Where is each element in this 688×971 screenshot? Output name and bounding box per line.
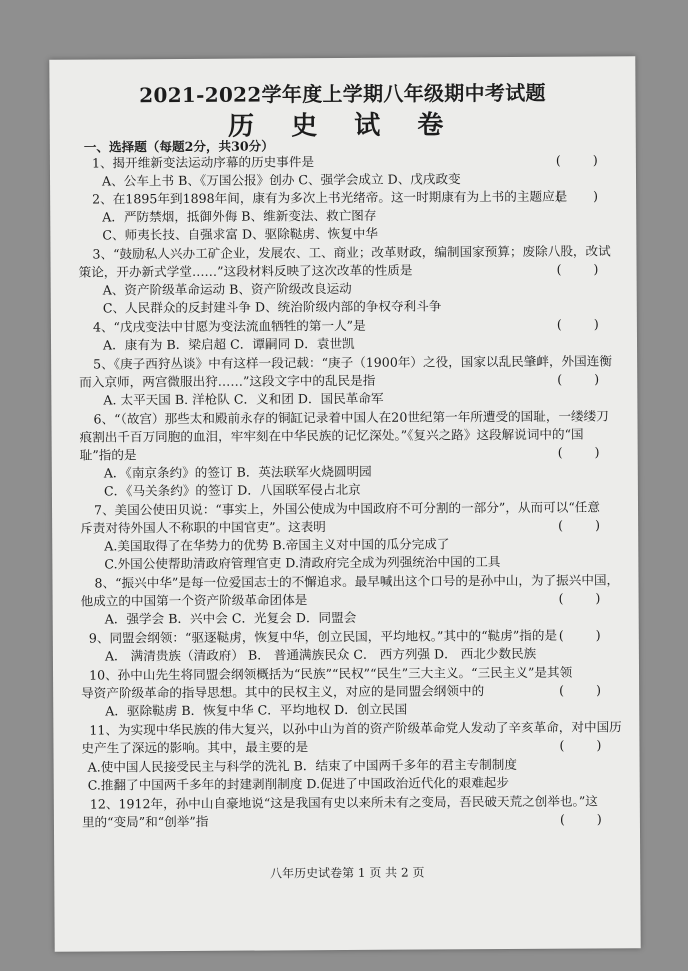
exam-subtitle: 历 史 试 卷 [228,110,458,142]
q2-options-ab: A．严防禁烟，抵御外侮 B、维新变法、救亡图存 [102,207,377,225]
question-4: 4、“戊戌变法中甘愿为变法流血牺牲的第一人”是 [92,317,366,335]
answer-paren-q7: ( ) [558,517,601,533]
question-12-cont: 里的“变局”和“创举”指 [81,813,209,830]
q6-options-cd: C．《马关条约》的签订 D．八国联军侵占北京 [103,481,361,499]
page-footer: 八年历史试卷第 1 页 共 2 页 [270,865,425,881]
answer-paren-q1: ( ) [555,152,598,168]
exam-paper [49,56,640,952]
question-5: 5、《庚子西狩丛谈》中有这样一段记载：“庚子（1900年）之役，国家以乱民肇衅，外国连衡 [93,353,612,372]
q6-options-ab: A．《南京条约》的签订 B．英法联军火烧圆明园 [103,463,372,481]
question-6-cont: 痕割出千百万同胞的血泪，牢牢刻在中华民族的记忆深处。”《复兴之路》这段解说词中的“国 [79,426,584,445]
q8-options: A．强学会 B．兴中会 C．光复会 D．同盟会 [104,609,357,627]
q11-options-ab: A.使中国人民接受民主与科学的洗礼 B．结束了中国两千多年的君主专制制度 [87,756,517,775]
answer-paren-q9: ( ) [558,627,601,643]
q11-options-cd: C.推翻了中国两千多年的封建剥削制度 D.促进了中国政治近代化的艰难起步 [87,775,510,793]
q1-options: A、公车上书 B、《万国公报》创办 C、强学会成立 D、戊戌政变 [101,171,461,189]
q3-options-cd: C、人民群众的反封建斗争 D、统治阶级内部的争权夺利斗争 [102,298,442,316]
answer-paren-q2: ( ) [556,188,599,204]
question-5-cont: 而入京师，两宫微服出狩……”这段文字中的乱民是指 [79,372,376,390]
answer-paren-q11: ( ) [559,737,602,753]
question-7: 7、美国公使田贝说：“事实上，外国公使成为中国政府不可分割的一部分”，从而可以“任意 [93,499,600,518]
exam-title: 2021-2022学年度上学期八年级期中考试题 [139,80,546,108]
question-8: 8、“振兴中华”是每一位爱国志士的不懈追求。最早喊出这个口号的是孙中山，为了振兴中国， [94,572,620,591]
question-6: 6、“（故宫）那些太和殿前永存的铜缸记录着中国人在20世纪第一年所遭受的国耻，一缕缕刀 [93,408,609,427]
question-2: 2、在1895年到1898年间，康有为多次上书光绪帝。这一时期康有为上书的主题应是 [92,188,568,207]
q10-options: A．驱除鞑虏 B．恢复中华 C．平均地权 D．创立民国 [105,701,408,719]
question-3-cont: 策论，开办新式学堂……”这段材料反映了这次改革的性质是 [78,262,413,280]
question-11-cont: 史产生了深远的影响。其中，最主要的是 [81,739,309,756]
section-heading: 一、选择题（每题2分，共30分） [83,138,274,155]
answer-paren-q3: ( ) [556,261,599,277]
q7-options-cd: C.外国公使帮助清政府管理官吏 D.清政府完全成为列强统治中国的工具 [104,554,501,572]
answer-paren-q10: ( ) [559,682,602,698]
q4-options: A．康有为 B．梁启超 C．谭嗣同 D．袁世凯 [102,335,355,353]
question-9: 9、同盟会纲领：“驱逐鞑虏，恢复中华，创立民国，平均地权。”其中的“鞑虏”指的是 [88,627,558,646]
answer-paren-q12: ( ) [559,811,602,827]
question-12: 12、1912年，孙中山自豪地说“这是我国有史以来所未有之变局，吾民破天荒之创举也。”这 [89,793,598,812]
answer-paren-q4: ( ) [556,316,599,332]
question-3: 3、“鼓励私人兴办工矿企业，发展农、工、商业；改革财政，编制国家预算；废除八股，改试 [92,243,611,262]
q3-options-ab: A、资产阶级革命运动 B、资产阶级改良运动 [102,280,352,298]
question-8-cont: 他成立的中国第一个资产阶级革命团体是 [80,592,308,609]
question-6-cont2: 耻”指的是 [79,447,137,463]
question-10-cont: 导资产阶级革命的指导思想。其中的民权主义，对应的是同盟会纲领中的 [81,683,485,701]
question-7-cont: 斥责对待外国人不称职的中国官吏”。这表明 [80,519,326,536]
q2-options-cd: C、师夷长技、自强求富 D、驱除鞑虏、恢复中华 [102,225,379,243]
answer-paren-q5: ( ) [557,371,600,387]
q9-options: A． 满清贵族（清政府） B． 普通满族民众 C． 西方列强 D． 西北少数民族 [104,645,537,664]
q5-options: A. 太平天国 B. 洋枪队 C．义和团 D．国民革命军 [103,390,384,408]
question-11: 11、为实现中华民族的伟大复兴，以孙中山为首的资产阶级革命党人发动了辛亥革命，对中国历 [89,719,622,738]
answer-paren-q8: ( ) [558,590,601,606]
answer-paren-q6: ( ) [557,444,600,460]
question-1: 1、揭开维新变法运动序幕的历史事件是 [91,154,315,171]
question-10: 10、孙中山先生将同盟会纲领概括为“民族”“民权”“民生”三大主义。“三民主义”是其领 [88,664,573,683]
q7-options-ab: A.美国取得了在华势力的优势 B.帝国主义对中国的瓜分完成了 [104,536,450,554]
